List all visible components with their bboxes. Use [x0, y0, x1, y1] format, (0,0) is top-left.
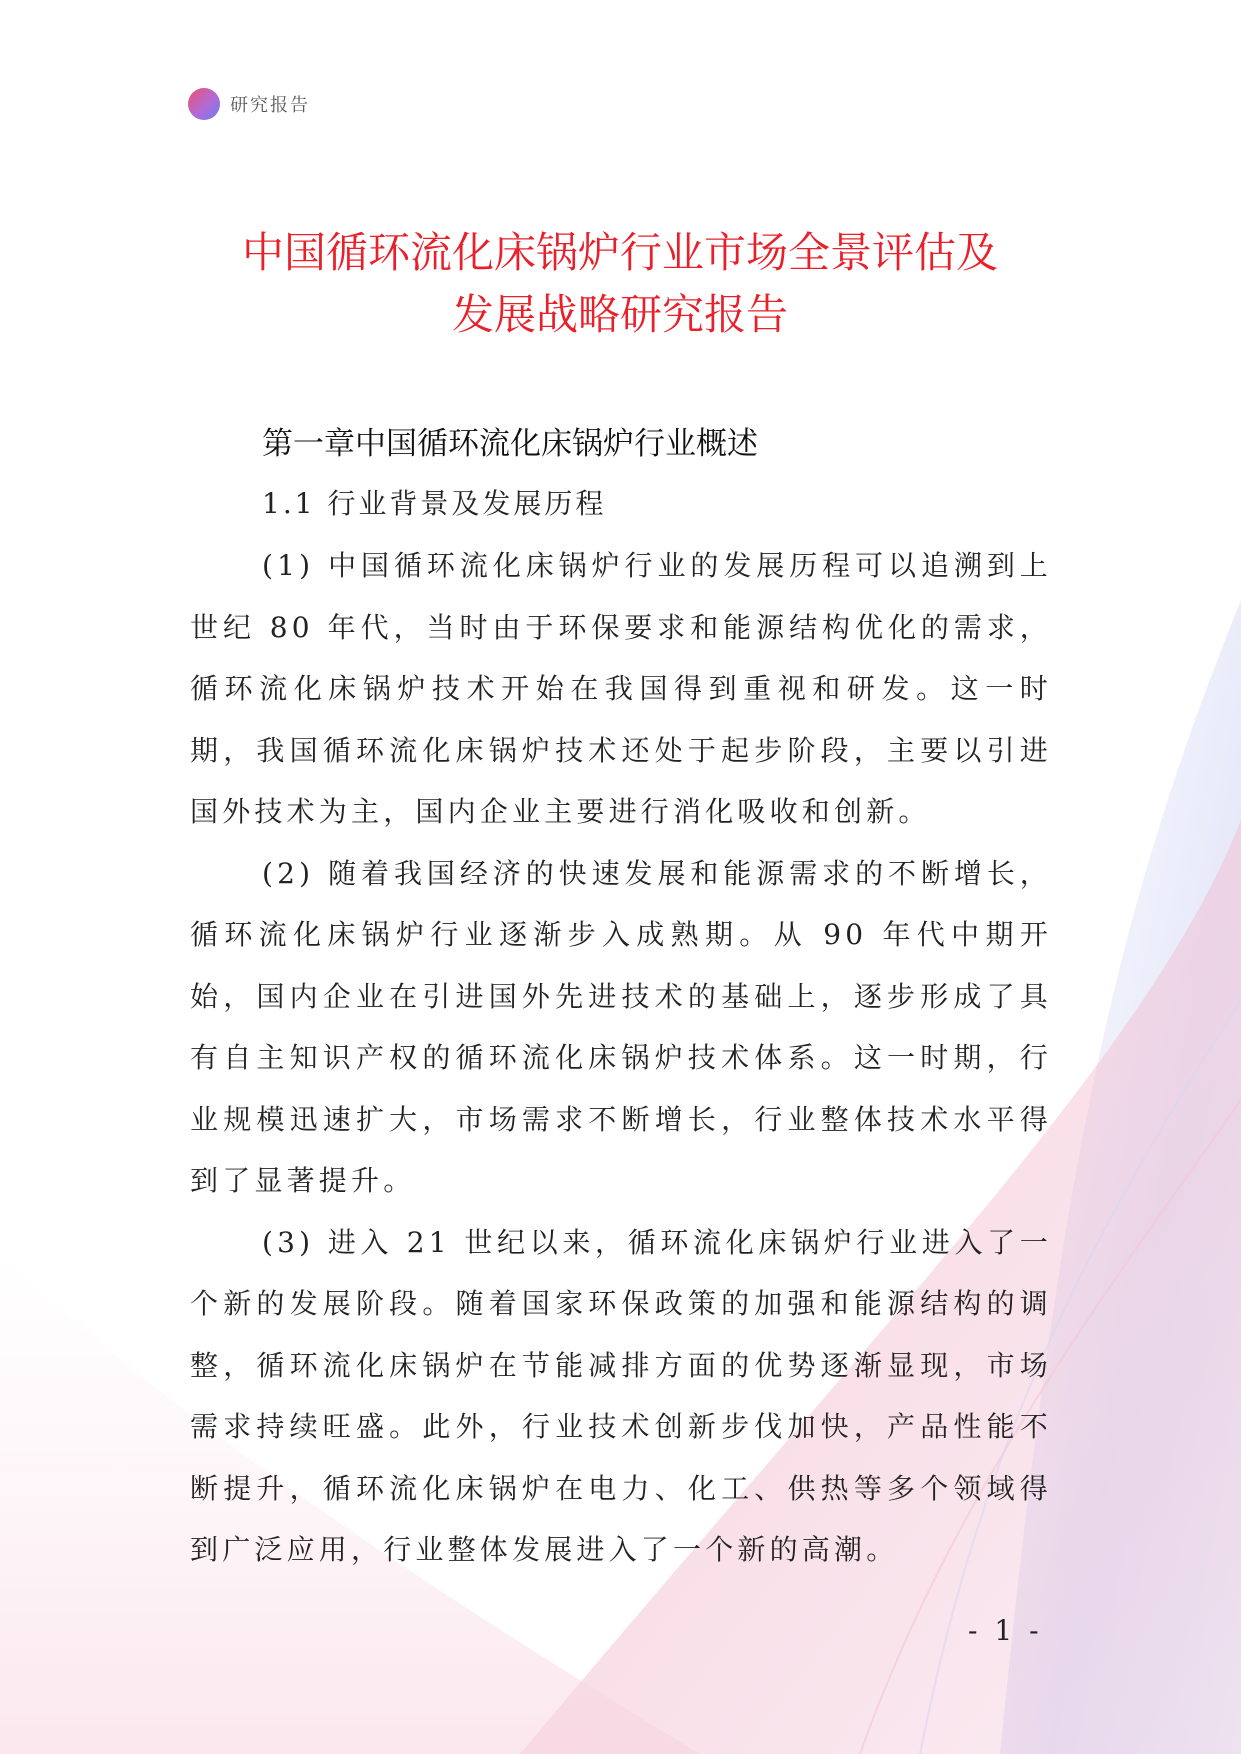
- page-number: - 1 -: [968, 1614, 1043, 1647]
- paragraph-1: (1) 中国循环流化床锅炉行业的发展历程可以追溯到上世纪 80 年代，当时由于环保要求和能源结构优化的需求，循环流化床锅炉技术开始在我国得到重视和研发。这一时期，我国循环流化床锅炉技术还处于起步阶段，主要以引进国外技术为主，国内企业主要进行消化吸收和创新。: [190, 549, 1052, 828]
- chapter-heading: 第一章中国循环流化床锅炉行业概述: [262, 426, 758, 462]
- title-line-2: 发展战略研究报告: [451, 290, 788, 339]
- section-heading: 1.1 行业背景及发展历程: [262, 487, 607, 520]
- title-line-1: 中国循环流化床锅炉行业市场全景评估及: [241, 228, 998, 277]
- body-text: [190, 535, 1052, 1581]
- paragraph-3: (3) 进入 21 世纪以来，循环流化床锅炉行业进入了一个新的发展阶段。随着国家环保政策的加强和能源结构的调整，循环流化床锅炉在节能减排方面的优势逐渐显现，市场需求持续旺盛。此外，行业技术创新步伐加快，产品性能不断提升，循环流化床锅炉在电力、化工、供热等多个领域得到广泛应用，行业整体发展进入了一个新的高潮。: [190, 1225, 1052, 1566]
- header-label: 研究报告: [230, 95, 310, 116]
- logo-icon: [188, 88, 220, 120]
- paragraph-2: (2) 随着我国经济的快速发展和能源需求的不断增长，循环流化床锅炉行业逐渐步入成熟期。从 90 年代中期开始，国内企业在引进国外先进技术的基础上，逐步形成了具有自主知识产权的循环流化床锅炉技术体系。这一时期，行业规模迅速扩大，市场需求不断增长，行业整体技术水平得到了显著提升。: [190, 856, 1052, 1197]
- header: [188, 88, 310, 120]
- document-title: [150, 222, 1090, 346]
